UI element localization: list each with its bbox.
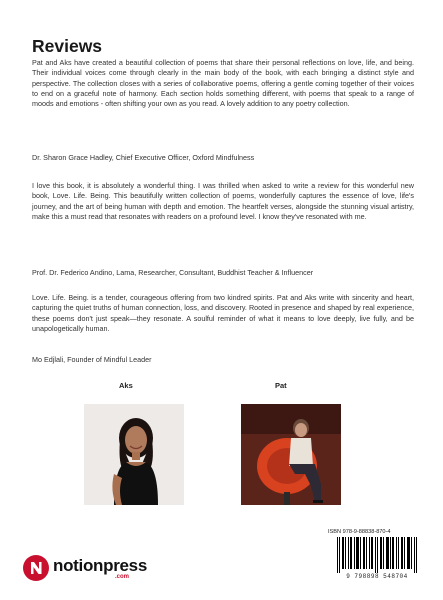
barcode-icon bbox=[335, 537, 421, 573]
review-text-3: Love. Life. Being. is a tender, courageous offering from two kindred spirits. Pat and Aks write with sincerity and heart, capturing the quiet truths of human connection, loss, and discovery. Rooted in presence and shaped by real experience, these poems don't just speak—they resonate. A soulful reminder of what it means to love deeply, live fully, and be unapologetically human. bbox=[32, 293, 414, 333]
review-text-1: Pat and Aks have created a beautiful collection of poems that share their personal reflections on love, life, and being. Their individual voices come through clearly in the main body of the book, with each bringing a distinct style and perspective. The collection closes with a series of collaborative poems, offering a gentle coming together of their voices to end on a graceful note of harmony. Each section holds something different, with poems that speak to a range of moods and emotions - often shifting your own as you read. A lovely addition to any poetry collection. bbox=[32, 58, 414, 109]
review-author-3: Mo Edjlali, Founder of Mindful Leader bbox=[32, 355, 152, 364]
photo-label-aks: Aks bbox=[119, 381, 133, 390]
review-author-2: Prof. Dr. Federico Andino, Lama, Researcher, Consultant, Buddhist Teacher & Influencer bbox=[32, 268, 314, 277]
author-photo-aks bbox=[84, 404, 184, 505]
author-photo-pat bbox=[241, 404, 341, 505]
isbn-label: ISBN 978-9-88838-870-4 bbox=[328, 529, 391, 535]
review-author-1: Dr. Sharon Grace Hadley, Chief Executive Officer, Oxford Mindfulness bbox=[32, 153, 255, 162]
review-text-2: I love this book, it is absolutely a wonderful thing. I was thrilled when asked to write a review for this wonderful new book, Love. Life. Being. This beautifully written collection of poems, wonderfully captures the essence of love, life's journey, and the art of being human with depth and emotion. The heartfelt verses, alongside the stunning visual artistry, make this a must read that resonates with readers on a profound level. I know they've resonated with me. bbox=[32, 181, 414, 221]
portrait-aks-illustration bbox=[84, 404, 184, 505]
page-title: Reviews bbox=[32, 36, 103, 56]
photo-label-pat: Pat bbox=[275, 381, 287, 390]
publisher-suffix: .com bbox=[115, 574, 130, 580]
barcode-digits: 9 798898 548704 bbox=[346, 573, 408, 580]
publisher-name: notionpress bbox=[53, 556, 147, 575]
notionpress-logo-icon bbox=[22, 554, 50, 582]
portrait-pat-illustration bbox=[241, 404, 341, 505]
